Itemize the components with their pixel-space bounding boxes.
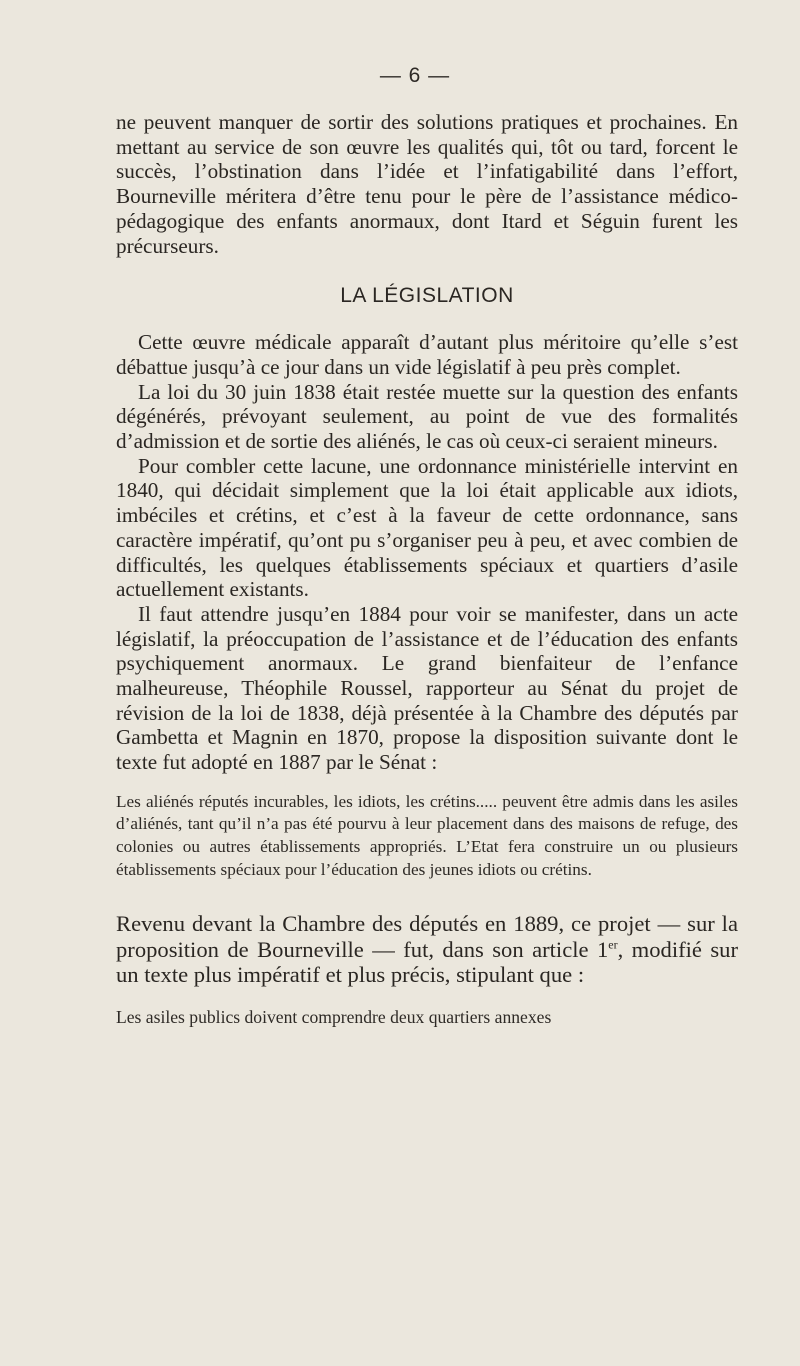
paragraph-3: Pour combler cette lacune, une ordonnance ministérielle intervint en 1840, qui décidait simplement que la loi était applicable aux idiots, imbéciles et crétins, et c’est à la faveur de cette ordonnance, sans caractère impératif, qu’ont pu s’organiser peu à peu, et avec combien de difficultés, les quelques établissements spéciaux et quartiers d’asile actuellement existants. [116,453,738,602]
paragraph-1: Cette œuvre médicale apparaît d’autant plus méritoire qu’elle s’est débattue jusqu’à ce jour dans un vide législatif à peu près complet. [116,330,738,379]
text-column [116,100,738,1029]
page-number: — 6 — [379,64,451,87]
intro-paragraph: ne peuvent manquer de sortir des solutions pratiques et prochaines. En mettant au service de son œuvre les qualités qui, tôt ou tard, forcent le succès, l’obstination dans l’idée et l’infatigabilité dans l’effort, Bourneville méritera d’être tenu pour le père de l’assistance médico-pédagogique des enfants anormaux, dont Itard et Séguin furent les précurseurs. [116,110,738,258]
section-heading: LA LÉGISLATION [340,284,514,308]
paragraph-revenu [116,911,738,988]
quote-block-1: Les aliénés réputés incurables, les idiots, les crétins..... peuvent être admis dans les asiles d’aliénés, tant qu’il n’a pas été pourvu à leur placement dans des maisons de refuge, des colonies ou autres établissements appropriés. L’Etat fera construire un ou plusieurs établissements spéciaux pour l’éducation des jeunes idiots ou crétins. [116,791,738,879]
paragraph-4: Il faut attendre jusqu’en 1884 pour voir se manifester, dans un acte législatif, la préoccupation de l’assistance et de l’éducation des enfants psychiquement anormaux. Le grand bienfaiteur de l’enfance malheureuse, Théophile Roussel, rapporteur au Sénat du projet de révision de la loi de 1838, déjà présentée à la Chambre des députés par Gambetta et Magnin en 1870, propose la disposition suivante dont le texte fut adopté en 1887 par le Sénat : [116,601,738,775]
paragraph-2: La loi du 30 juin 1838 était restée muette sur la question des enfants dégénérés, prévoyant seulement, au point de vue des formalités d’admission et de sortie des aliénés, le cas où ceux-ci seraient mineurs. [116,379,738,454]
article-superscript: er [608,937,618,952]
quote-block-2: Les asiles publics doivent comprendre deux quartiers annexes [116,1007,552,1028]
paragraph-revenu-after: , modifié sur un texte plus impératif et plus précis, stipulant que : [116,936,738,988]
paragraph-revenu-before: Revenu devant la Chambre des députés en 1889, ce projet — sur la proposition de Bourneville — fut, dans son article 1 [116,911,738,962]
